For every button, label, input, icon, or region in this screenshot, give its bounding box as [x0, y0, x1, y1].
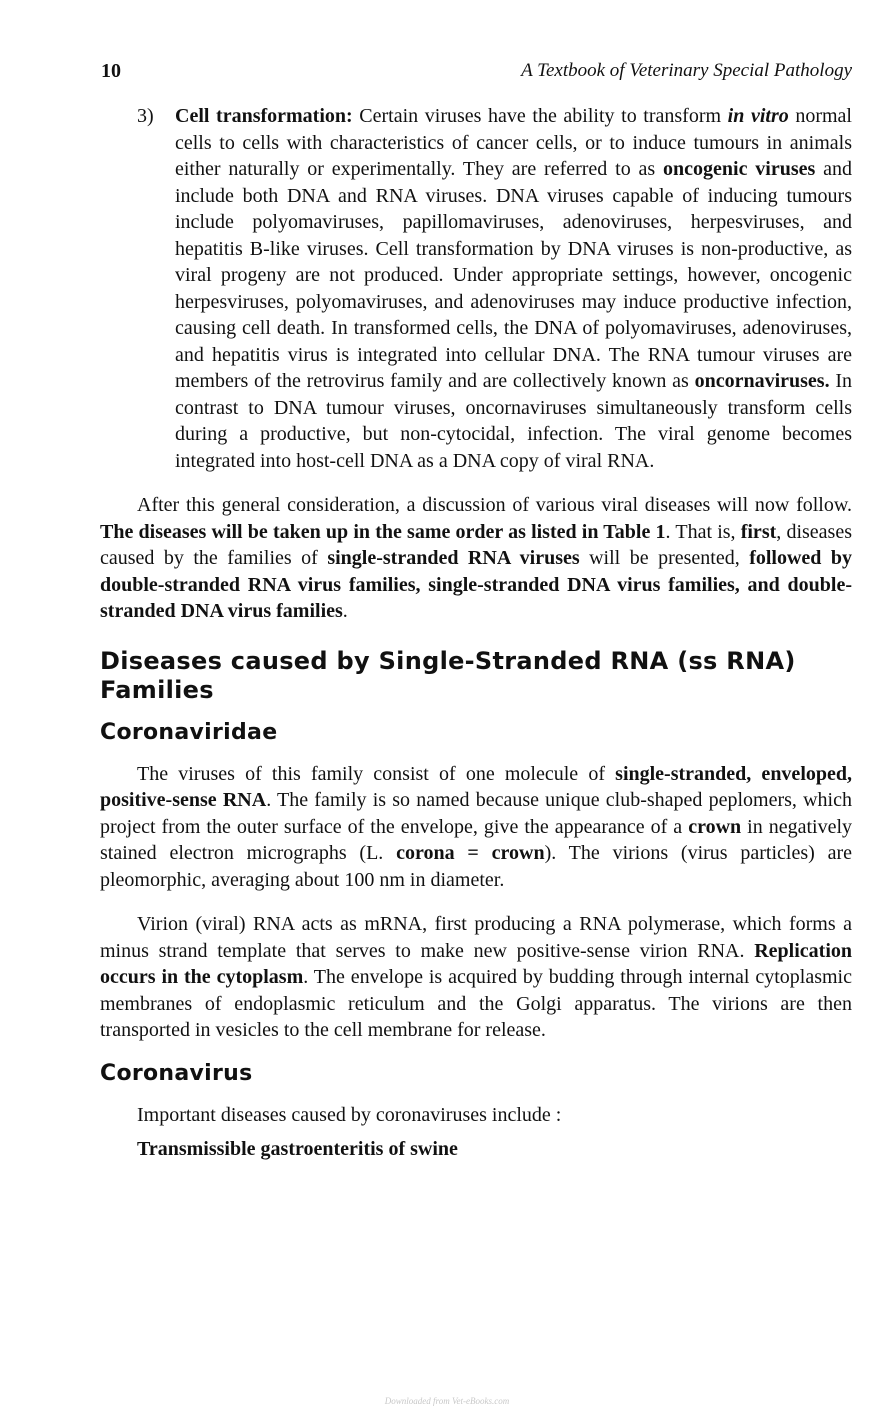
emphasis-text: corona = crown — [396, 842, 545, 864]
text-run: . — [342, 600, 348, 622]
text-run: , diseases caused by the families of — [100, 520, 852, 569]
paragraph-coronaviridae-replication — [100, 911, 852, 1044]
footer-watermark: Downloaded from Vet-eBooks.com — [384, 1396, 510, 1406]
text-run: normal cells to cells with characteristics of cancer cells, or to induce tumours in animals either naturally or experimentally. They are referred to as — [175, 105, 852, 180]
text-run: The viruses of this family consist of one molecule of — [137, 762, 616, 785]
text-run: and include both DNA and RNA viruses. DNA viruses capable of inducing tumours include polyomaviruses, papillomaviruses, adenoviruses, herpesviruses, and hepatitis B-like viruses. Cell transformation by DNA viruses is non-productive, as viral progeny are not produced. Under appropriate settings, however, oncogenic herpesviruses, polyomaviruses, and adenoviruses may induce productive infection, causing cell death. In transformed cells, the DNA of polyomaviruses, adenoviruses, and hepatitis virus is integrated into cellular DNA. The RNA tumour viruses are members of the retrovirus family and are collectively known as — [175, 158, 852, 392]
term-oncogenic-viruses: oncogenic viruses — [663, 158, 816, 180]
page-header — [101, 60, 852, 88]
text-run: will be presented, — [579, 547, 750, 569]
term-cell-transformation: Cell transformation: — [175, 105, 353, 127]
emphasis-text: first — [740, 520, 777, 543]
section-heading-ssrna: Diseases caused by Single-Stranded RNA (ss RNA) Families — [100, 646, 796, 704]
text-run: Certain viruses have the ability to transform — [352, 105, 728, 127]
term-oncornaviruses: oncornaviruses. — [694, 370, 830, 392]
text-run: in negatively stained electron micrographs (L. — [100, 815, 852, 864]
emphasis-text: single-stranded RNA viruses — [327, 547, 580, 569]
emphasis-text: single-stranded, enveloped, positive-sense RNA — [100, 762, 852, 811]
section-heading-coronaviridae: Coronaviridae — [100, 719, 278, 745]
paragraph-coronaviridae-description — [100, 761, 852, 894]
emphasis-text: The diseases will be taken up in the same order as listed in Table 1 — [100, 520, 666, 543]
text-run: After this general consideration, a discussion of various viral diseases will now follow. — [137, 494, 852, 516]
emphasis-text: Replication occurs in the cytoplasm — [100, 939, 852, 988]
page-content — [100, 103, 852, 1163]
paragraph-general-consideration — [100, 492, 852, 625]
paragraph-important-diseases: Important diseases caused by coronaviruses include : — [137, 1103, 562, 1126]
list-item-cell-transformation — [100, 103, 852, 474]
emphasis-text: followed by double-stranded RNA virus families, single-stranded DNA virus families, and double-stranded DNA virus families — [100, 547, 853, 622]
emphasis-text: crown — [688, 815, 742, 838]
text-run: . That is, — [665, 520, 741, 543]
text-run: Virion (viral) RNA acts as mRNA, first producing a RNA polymerase, which forms a minus strand template that serves to make new positive-sense virion RNA. — [100, 913, 852, 962]
text-run: In contrast to DNA tumour viruses, oncornaviruses simultaneously transform cells during a productive, but non-cytocidal, infection. The viral genome becomes integrated into host-cell DNA as a DNA copy of viral RNA. — [175, 370, 852, 472]
text-run: ). The virions (virus particles) are pleomorphic, averaging about 100 nm in diameter. — [100, 842, 852, 891]
page-number: 10 — [101, 60, 121, 82]
list-item-number: 3) — [137, 105, 154, 127]
section-heading-coronavirus: Coronavirus — [100, 1060, 253, 1086]
running-title: A Textbook of Veterinary Special Pathology — [521, 60, 852, 81]
text-run: . The family is so named because unique club-shaped peplomers, which project from the outer surface of the envelope, give the appearance of a — [100, 789, 852, 838]
text-run: . The envelope is acquired by budding through internal cytoplasmic membranes of endoplasmic reticulum and the Golgi apparatus. The virions are then transported in vesicles to the cell membrane for release. — [100, 966, 852, 1041]
subheading-tge: Transmissible gastroenteritis of swine — [137, 1138, 458, 1160]
term-in-vitro: in vitro — [727, 105, 789, 127]
